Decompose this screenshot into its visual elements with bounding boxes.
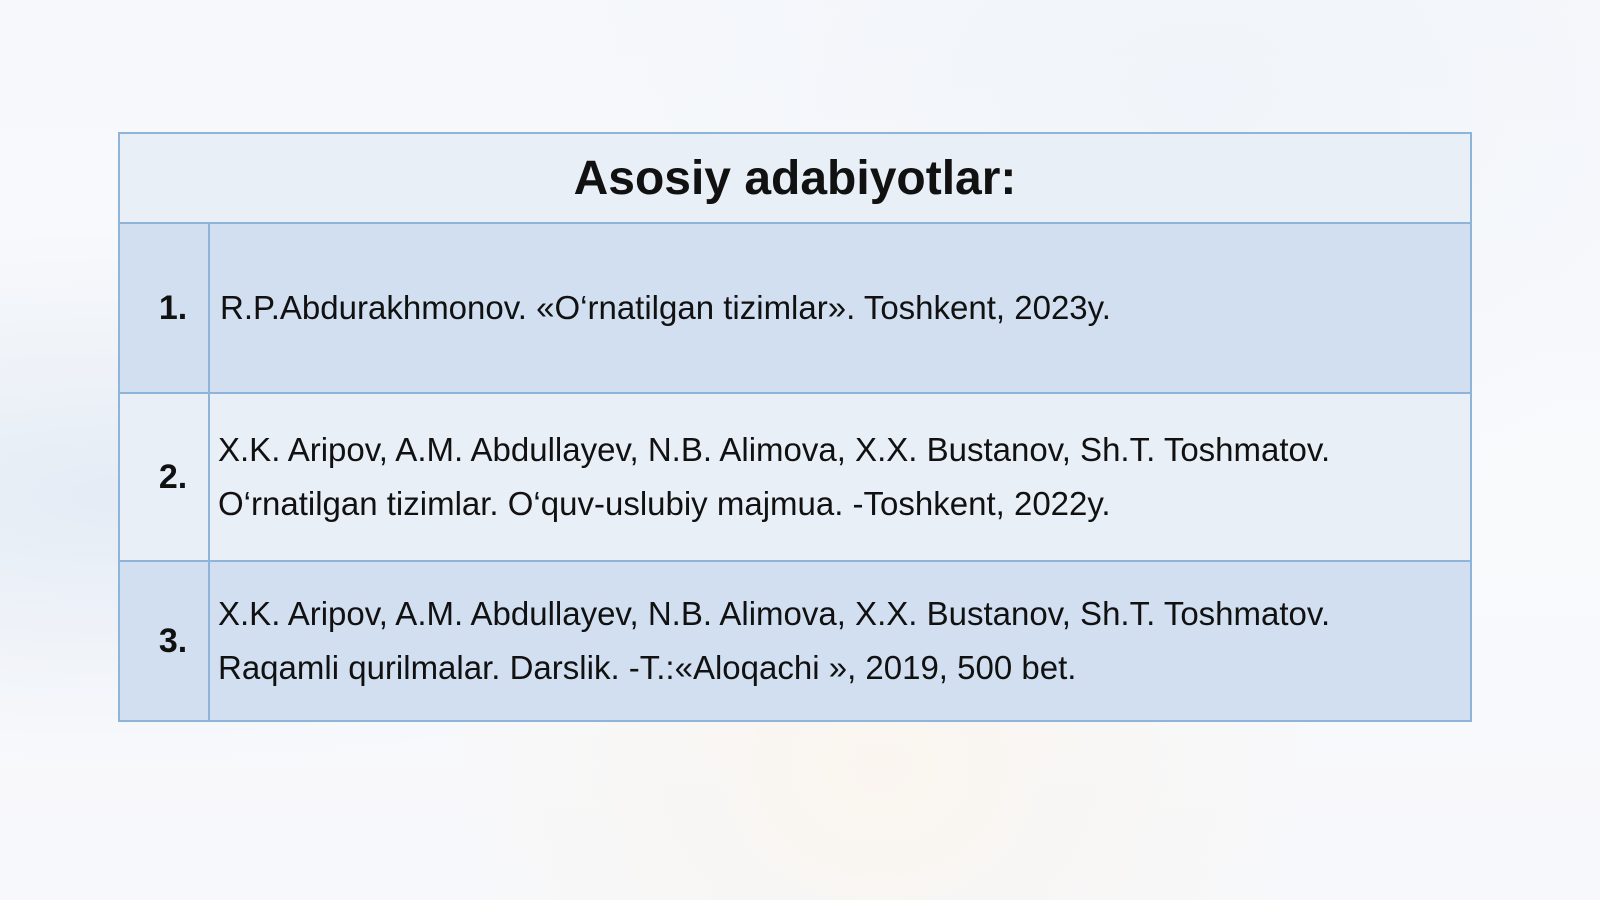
- item-reference: [209, 393, 1471, 561]
- table-header-row: [119, 133, 1471, 223]
- item-number: 2.: [119, 393, 209, 561]
- reference-line: O‘rnatilgan tizimlar. O‘quv-uslubiy majmua. -Toshkent, 2022y.: [218, 485, 1111, 522]
- item-reference: [209, 561, 1471, 721]
- item-number: 1.: [119, 223, 209, 393]
- table-row: [119, 393, 1471, 561]
- table-row: [119, 561, 1471, 721]
- reference-line: R.P.Abdurakhmonov. «O‘rnatilgan tizimlar». Toshkent, 2023y.: [220, 289, 1111, 326]
- item-reference: [209, 223, 1471, 393]
- reference-line: X.K. Aripov, A.M. Abdullayev, N.B. Alimova, X.X. Bustanov, Sh.T. Toshmatov.: [218, 595, 1331, 632]
- reference-line: X.K. Aripov, A.M. Abdullayev, N.B. Alimova, X.X. Bustanov, Sh.T. Toshmatov.: [218, 431, 1331, 468]
- reference-line: Raqamli qurilmalar. Darslik. -T.:«Aloqachi », 2019, 500 bet.: [218, 649, 1077, 686]
- table-row: [119, 223, 1471, 393]
- literature-table: [118, 132, 1472, 722]
- table-title: Asosiy adabiyotlar:: [119, 133, 1471, 223]
- item-number: 3.: [119, 561, 209, 721]
